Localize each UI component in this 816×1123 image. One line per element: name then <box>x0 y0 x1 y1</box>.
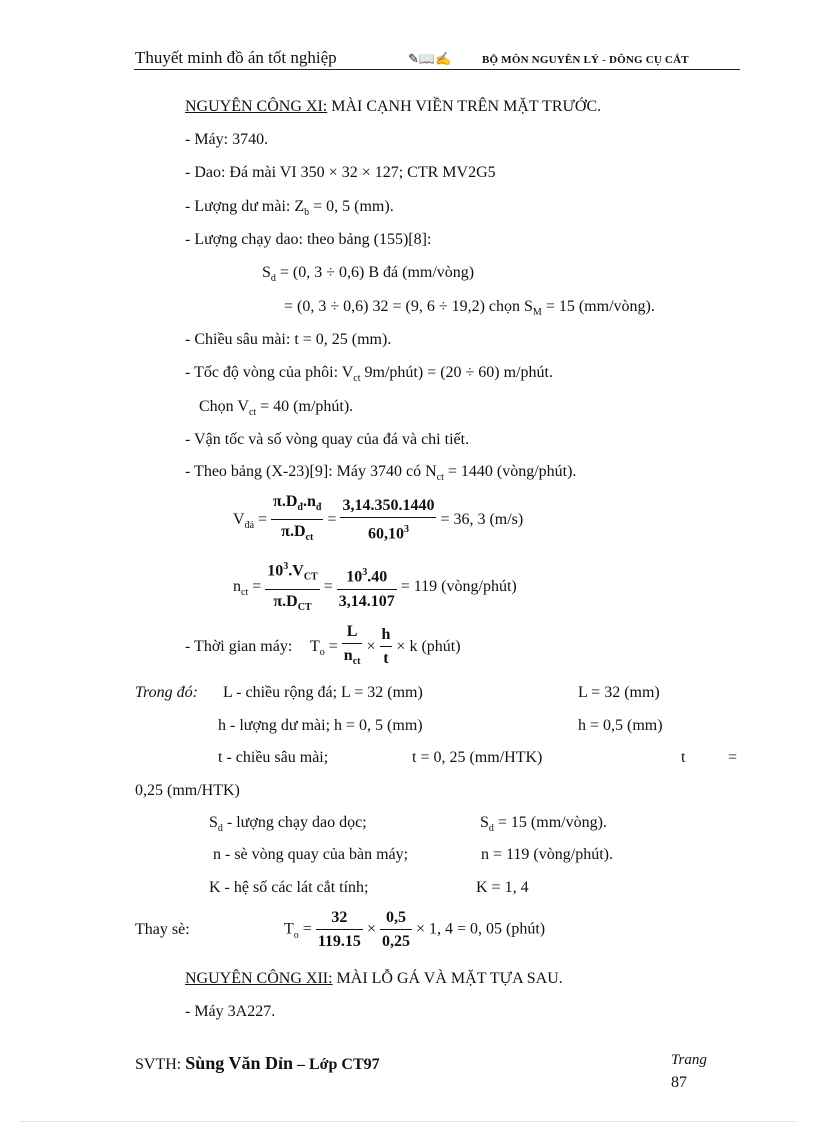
def-feed-value: $S_d = 15$ (mm/vòng). <box>480 814 607 835</box>
def-rpm-value: n = 119 (vòng/phút). <box>481 846 613 863</box>
section-xii-title: MÀI LỖ GÁ VÀ MẶT TỰA SAU. <box>332 970 563 987</box>
wheel-speed-result: = 36, 3 (m/s) <box>440 510 524 528</box>
header-rule <box>134 69 740 70</box>
header-department: BỘ MÔN NGUYÊN LÝ - DÔNG CỤ CẮT <box>482 54 689 66</box>
tool-line: - Dao: Đá mài VI 350 × 32 × 127; CTR MV2G5 <box>185 164 496 181</box>
substitute-fraction-1: $\frac{32}{119.15}$ <box>317 909 361 950</box>
def-depth-value: t = 0, 25 (mm/HTK) <box>412 749 543 766</box>
header-title: Thuyết minh đồ án tốt nghiệp <box>135 48 337 67</box>
depth-line: - Chiều sâu mài: t = 0, 25 (mm). <box>185 331 392 348</box>
chosen-speed-line: Chọn $V_{ct} = 40$ (m/phút). <box>199 398 354 419</box>
rpm-result: = 119 (vòng/phút) <box>400 578 517 596</box>
section-xi-heading <box>185 97 601 117</box>
feed-line: - Lượng chạy dao: theo bảng (155)[8]: <box>185 231 432 248</box>
footer-page-number: 87 <box>671 1074 687 1091</box>
rpm-fraction-1: $\frac{10^3.V_{CT}}{\pi.D_{CT}}$ <box>265 557 319 618</box>
workpiece-speed-line: - Tốc độ vòng của phôi: $V_{ct}$ 9m/phút) = (20 ÷ 60) m/phút. <box>185 364 553 385</box>
def-coefficient-value: K = 1, 4 <box>476 879 529 896</box>
feed-formula-1: $S_d = (0$, 3 ÷ 0,6) B đá (mm/vòng) <box>262 264 475 285</box>
rpm-fraction-2: $\frac{10^3.40}{3,14.107}$ <box>337 563 397 611</box>
footer-class: – Lớp CT97 <box>292 1056 380 1073</box>
def-feed: $S_d$ - lượng chạy dao dọc; <box>209 814 367 835</box>
speed-rpm-line: - Vận tốc và số vòng quay của đá và chi tiết. <box>185 431 470 448</box>
page-bottom-divider <box>20 1121 796 1122</box>
time-fraction-2: $\frac{h}{t}$ <box>381 626 391 668</box>
table-ref-line: - Theo bảng (X-23)[9]: Máy 3740 có $N_{ct} = 1440$ (vòng/phút). <box>185 463 577 484</box>
def-coefficient: K - hệ số các lát cắt tính; <box>209 879 369 896</box>
wheel-speed-fraction-1: $\frac{\pi.D_đ.n_đ}{\pi.D_{ct}}$ <box>273 493 322 544</box>
def-rpm: n - sè vòng quay của bàn máy; <box>213 846 409 863</box>
machine-line: - Máy: 3740. <box>185 131 269 148</box>
substitute-formula: $T_o$ = $\frac{32}{119.15}$ × $\frac{0,5}{0,25}$ × 1, 4 = 0, 05 (phút) <box>284 909 546 950</box>
section-xi-title: MÀI CẠNH VIỀN TRÊN MẶT TRƯỚC. <box>327 98 602 115</box>
allowance-line: - Lượng dư mài: $Z_b = 0$, 5 (mm). <box>185 198 394 219</box>
footer-student-name: Sùng Văn Dỉn <box>185 1053 293 1073</box>
rpm-formula: $n_{ct}$ = $\frac{10^3.V_{CT}}{\pi.D_{CT}}$ = $\frac{10^3.40}{3,14.107}$ = 119 (vòng/phút) <box>233 557 517 618</box>
def-allowance-value: h = 0,5 (mm) <box>578 717 663 734</box>
def-depth: t - chiều sâu mài; <box>218 749 329 766</box>
where-label: Trong đó: <box>135 684 198 701</box>
footer-page-label: Trang <box>671 1052 707 1068</box>
def-width: L - chiều rộng đá; L = 32 (mm) <box>223 684 423 701</box>
def-depth-wrap: 0,25 (mm/HTK) <box>135 782 240 799</box>
feed-formula-2: = (0, 3 ÷ 0,6) 32 = (9, 6 ÷ 19,2) chọn $S_M = 15$ (mm/vòng). <box>284 298 655 319</box>
wheel-speed-formula: $V_{đá}$ = $\frac{\pi.D_đ.n_đ}{\pi.D_{ct}}$ = $\frac{3,14.350.1440}{60,10^3}$ = 36, 3 (m/s) <box>233 492 523 548</box>
machine-time-formula: - Thời gian máy: $T_o$ = $\frac{L}{n_{ct}}$ × $\frac{h}{t}$ × k (phút) <box>185 622 461 672</box>
section-xii-heading <box>185 969 563 989</box>
footer-student <box>135 1053 380 1075</box>
substitute-result: × 1, 4 = 0, 05 (phút) <box>415 920 546 938</box>
def-width-value: L = 32 (mm) <box>578 684 660 701</box>
section-xii-label: NGUYÊN CÔNG XII: <box>185 970 333 987</box>
header-ornament-icon: ✎📖✍ <box>408 51 452 66</box>
def-depth-t: t <box>681 749 686 766</box>
section-xi-label: NGUYÊN CÔNG XI: <box>185 98 328 115</box>
machine-2-line: - Máy 3A227. <box>185 1003 276 1020</box>
substitute-fraction-2: $\frac{0,5}{0,25}$ <box>381 909 410 950</box>
def-depth-eq: = <box>728 749 738 766</box>
substitute-label: Thay sè: <box>135 921 190 938</box>
footer-svth-label: SVTH: <box>135 1056 186 1073</box>
wheel-speed-fraction-2: $\frac{3,14.350.1440}{60,10^3}$ <box>342 497 435 543</box>
time-fraction-1: $\frac{L}{n_{ct}}$ <box>343 623 361 668</box>
def-allowance: h - lượng dư mài; h = 0, 5 (mm) <box>218 717 423 734</box>
